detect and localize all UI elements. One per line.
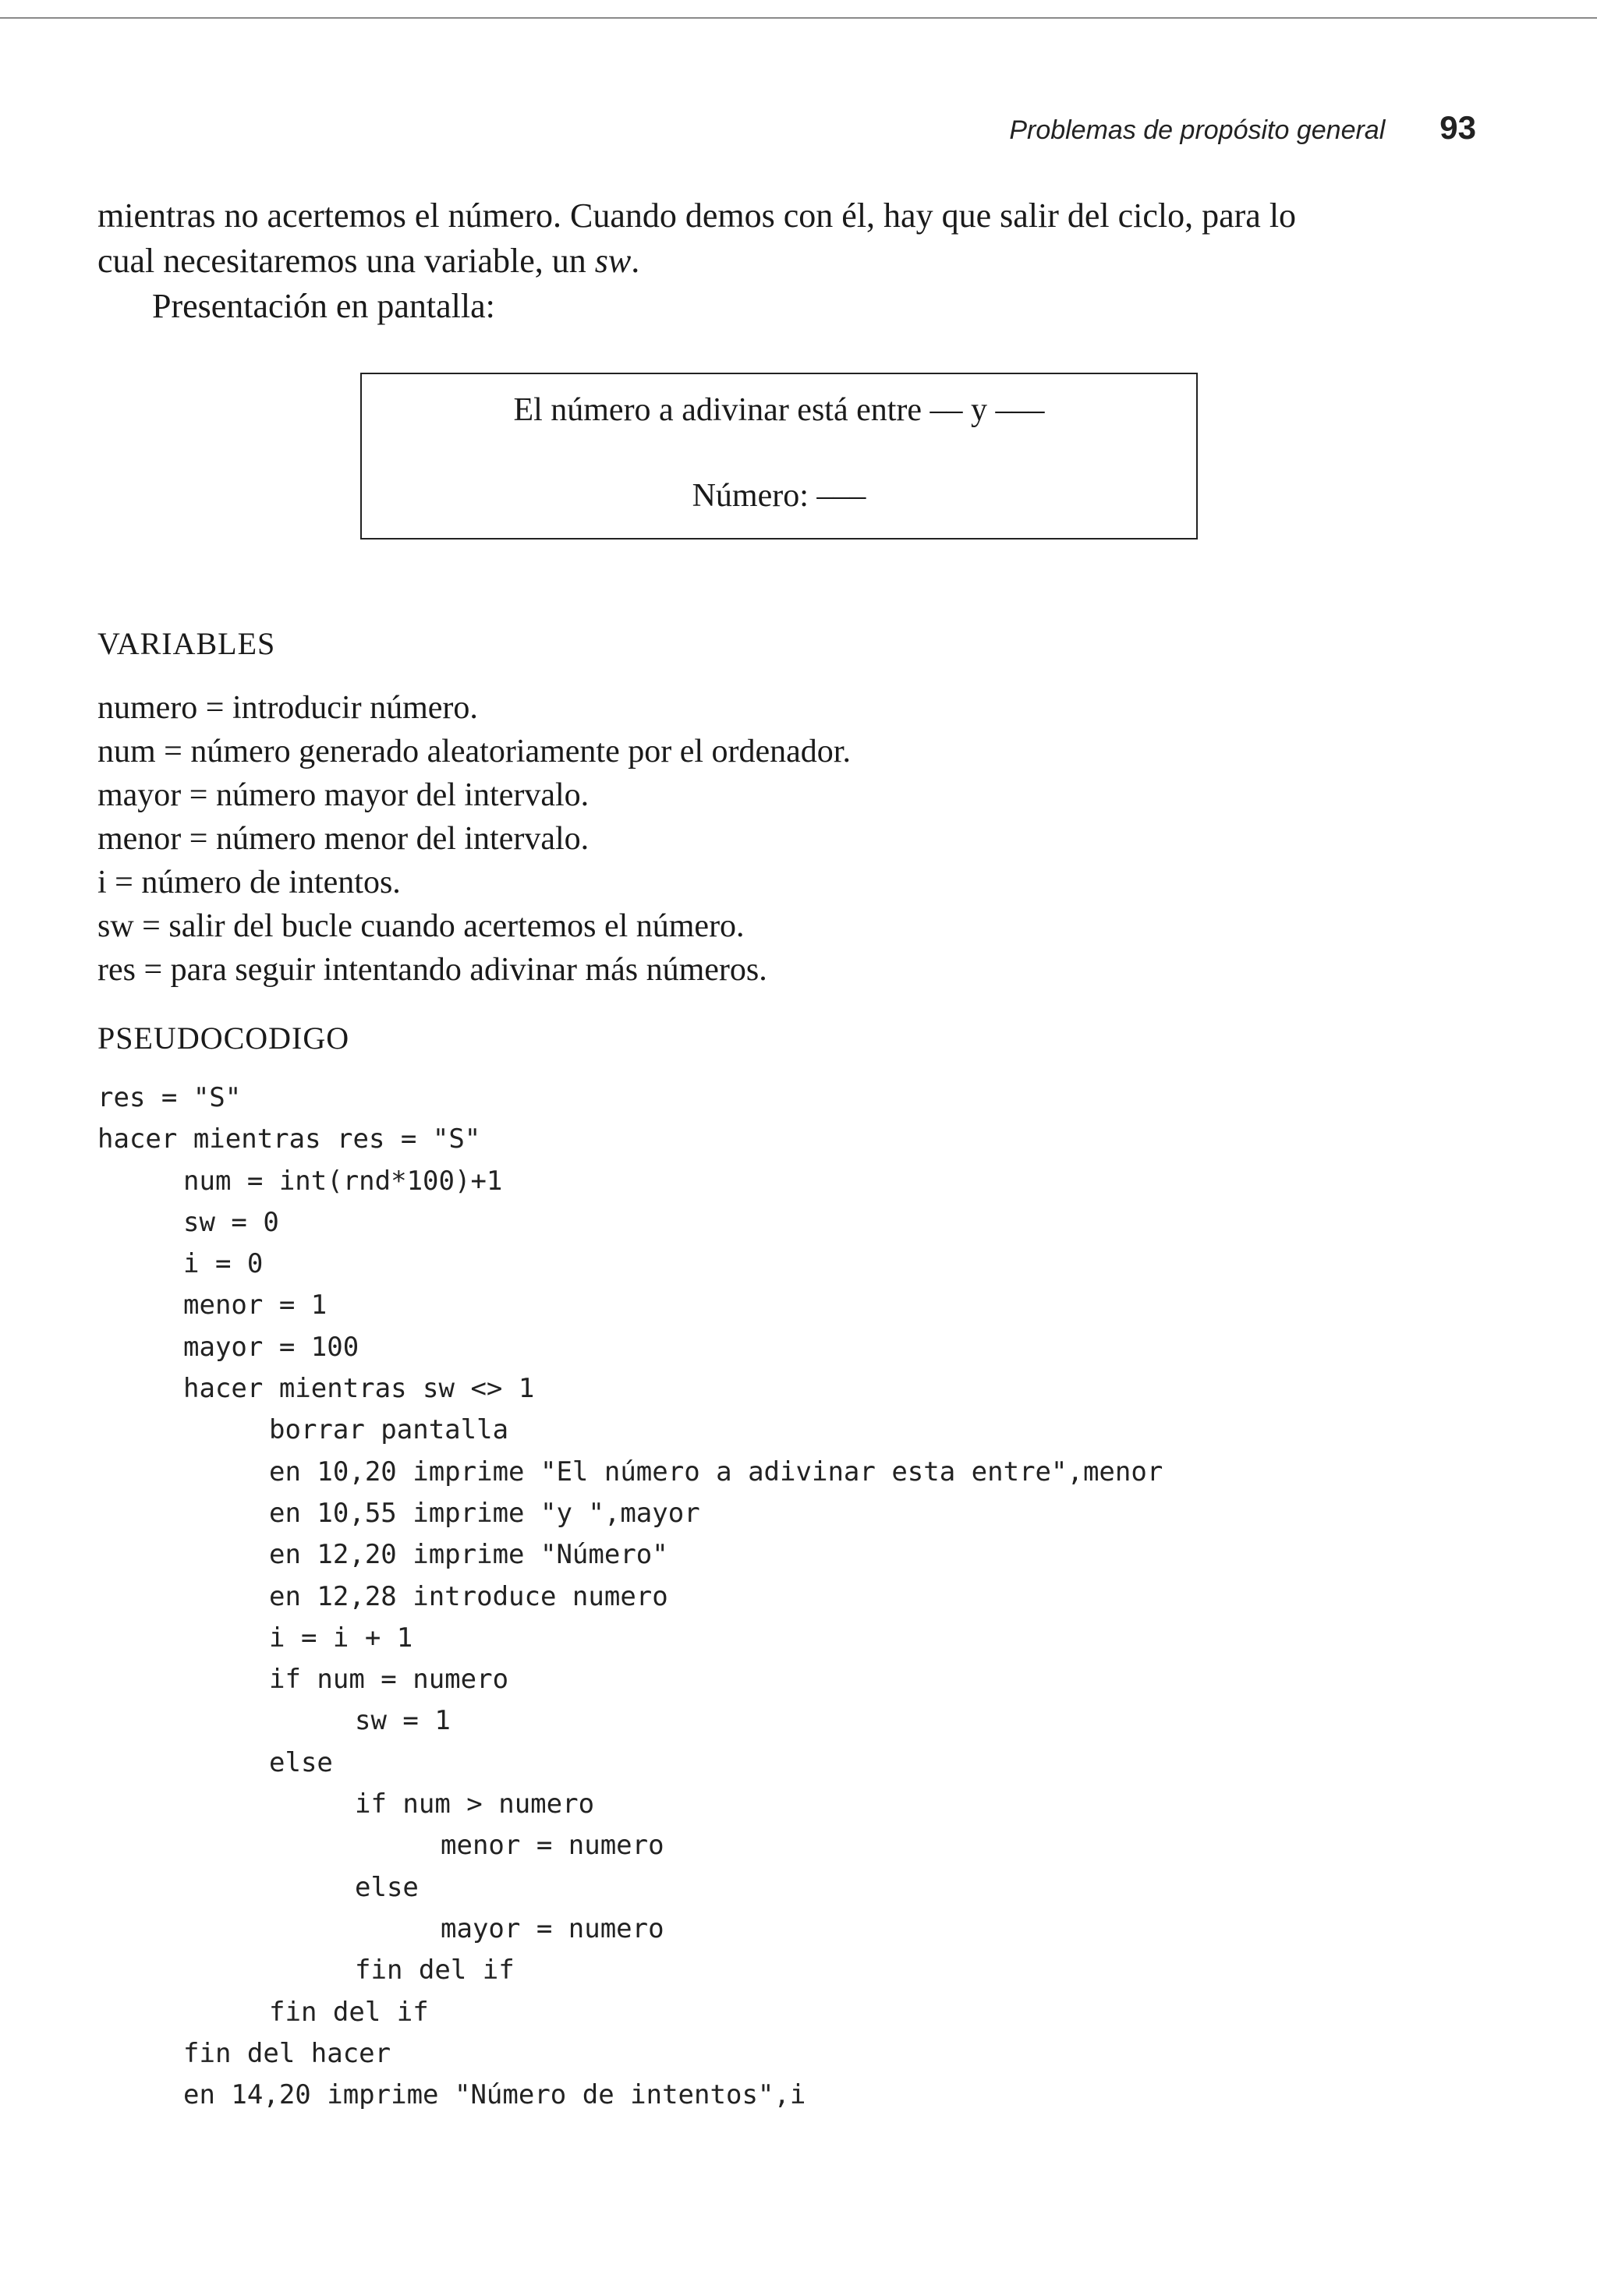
running-head	[1009, 109, 1476, 147]
intro-line-2	[97, 239, 1470, 284]
variable-definition: menor = número menor del intervalo.	[97, 821, 590, 857]
variables-list	[97, 686, 1345, 992]
code-line: fin del if	[269, 1996, 429, 2028]
code-line: en 12,20 imprime "Número"	[269, 1539, 668, 1571]
code-line: en 14,20 imprime "Número de intentos",i	[183, 2079, 806, 2111]
intro-line-2-prefix: cual necesitaremos una variable, un	[97, 242, 595, 280]
code-line: menor = numero	[441, 1830, 664, 1862]
intro-sw-term: sw	[594, 242, 632, 280]
intro-line-1: mientras no acertemos el número. Cuando demos con él, hay que salir del ciclo, para lo	[97, 196, 1297, 235]
top-rule	[0, 17, 1597, 19]
intro-paragraph	[97, 193, 1470, 329]
intro-line-2-suffix: .	[631, 242, 640, 280]
code-line: menor = 1	[183, 1290, 328, 1321]
page-number: 93	[1439, 109, 1476, 146]
screen-mockup-line-2: Número: –––	[692, 478, 866, 514]
variable-definition: mayor = número mayor del intervalo.	[97, 777, 590, 813]
variable-definition: sw = salir del bucle cuando acertemos el número.	[97, 908, 745, 944]
code-line: num = int(rnd*100)+1	[183, 1165, 503, 1197]
pseudocode-heading: PSEUDOCODIGO	[97, 1021, 350, 1056]
screen-mockup-line-1: El número a adivinar está entre –– y –––	[513, 392, 1045, 428]
code-line: en 10,20 imprime "El número a adivinar esta entre",menor	[269, 1456, 1163, 1488]
code-line: else	[269, 1746, 333, 1778]
code-line: sw = 0	[183, 1206, 279, 1238]
code-line: sw = 1	[355, 1705, 451, 1737]
code-line: mayor = 100	[183, 1331, 359, 1363]
code-line: en 12,28 introduce numero	[269, 1580, 668, 1612]
screen-mockup-box	[360, 373, 1198, 540]
variable-definition: i = número de intentos.	[97, 865, 401, 900]
code-line: if num > numero	[355, 1788, 595, 1820]
code-line: mayor = numero	[441, 1912, 664, 1944]
code-line: i = 0	[183, 1248, 264, 1280]
code-line: borrar pantalla	[269, 1414, 509, 1446]
code-line: fin del if	[355, 1955, 515, 1986]
variable-definition: res = para seguir intentando adivinar más números.	[97, 952, 767, 988]
code-line: en 10,55 imprime "y ",mayor	[269, 1497, 700, 1529]
variable-definition: num = número generado aleatoriamente por el ordenador.	[97, 734, 851, 769]
running-title: Problemas de propósito general	[1009, 115, 1386, 145]
code-line: if num = numero	[269, 1664, 509, 1696]
variables-heading: VARIABLES	[97, 626, 276, 661]
intro-line-3: Presentación en pantalla:	[152, 287, 495, 325]
code-line: hacer mientras res = "S"	[97, 1123, 481, 1155]
code-line: res = "S"	[97, 1082, 242, 1113]
code-line: fin del hacer	[183, 2037, 391, 2069]
code-line: i = i + 1	[269, 1622, 413, 1654]
code-line: hacer mientras sw <> 1	[183, 1373, 535, 1405]
code-line: else	[355, 1871, 419, 1903]
pseudocode-block	[97, 1077, 1501, 2116]
variable-definition: numero = introducir número.	[97, 690, 478, 726]
